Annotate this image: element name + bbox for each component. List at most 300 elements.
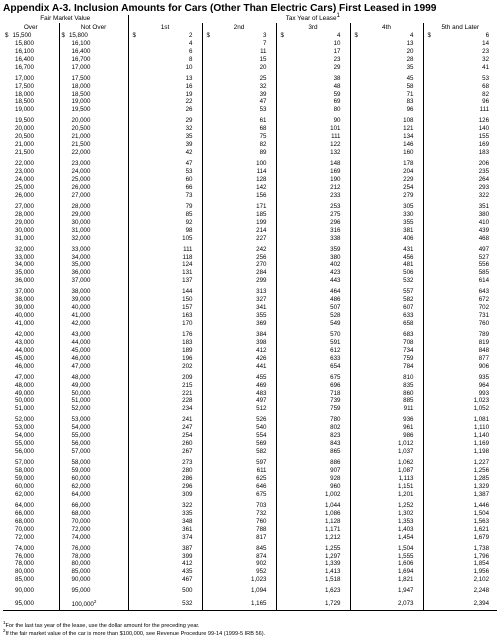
cell-year-2 (202, 475, 276, 483)
cell-value: 256 (256, 253, 267, 261)
cell-year-4 (350, 499, 423, 510)
cell-year-1 (128, 141, 202, 149)
cell-over (3, 277, 59, 285)
cell-year-1 (128, 518, 202, 526)
cell-value: 1,255 (325, 544, 341, 552)
cell-value: 28,000 (71, 202, 91, 210)
cell-value: 26,000 (15, 191, 34, 199)
cell-year-2 (202, 584, 276, 595)
cell-value: 902 (256, 560, 267, 568)
cell-year-5 (423, 157, 497, 168)
cell-year-5 (423, 584, 497, 595)
cell-over (3, 499, 59, 510)
table-row (3, 595, 497, 610)
cell-value: 48,000 (15, 381, 34, 389)
cell-value: 111 (183, 245, 193, 253)
table-row (3, 285, 497, 296)
cell-value: 843 (330, 440, 341, 448)
cell-value: 42 (185, 149, 193, 157)
cell-not-over (59, 382, 128, 390)
cell-value: 122 (330, 141, 341, 149)
cell-year-4 (350, 157, 423, 168)
cell-value: 1,113 (398, 475, 414, 482)
currency-symbol: $ (427, 32, 431, 39)
cell-over (3, 149, 59, 157)
cell-year-1 (128, 157, 202, 168)
table-row (3, 491, 497, 499)
table-row (3, 510, 497, 518)
cell-value: 121 (403, 125, 414, 133)
cell-year-2 (202, 242, 276, 253)
cell-value: 78,000 (71, 552, 91, 560)
cell-year-1 (128, 176, 202, 184)
cell-value: 32 (482, 55, 490, 63)
cell-value: 928 (330, 475, 341, 482)
cell-year-2 (202, 576, 276, 584)
cell-value: 1,256 (473, 467, 490, 475)
cell-value: 683 (403, 331, 414, 339)
cell-value: 58,000 (15, 467, 34, 475)
cell-value: 47 (259, 98, 267, 106)
cell-value: 70,000 (15, 525, 34, 533)
cell-value: 10 (333, 39, 341, 47)
cell-value: 1,947 (398, 587, 414, 595)
cell-year-4 (350, 149, 423, 157)
cell-value: 114 (256, 168, 267, 176)
cell-year-2 (202, 296, 276, 304)
cell-over (3, 235, 59, 243)
cell-value: 2,394 (473, 599, 490, 607)
cell-value: 41,000 (15, 319, 34, 327)
table-row (3, 64, 497, 72)
cell-value: 1,212 (325, 533, 341, 541)
cell-value: 41 (482, 63, 490, 71)
cell-value: 1,023 (473, 397, 490, 405)
cell-value: 327 (256, 296, 267, 304)
cell-year-3 (276, 440, 350, 448)
cell-value: 146 (403, 141, 414, 149)
cell-value: 80 (333, 106, 341, 114)
cell-value: 68,000 (15, 517, 34, 525)
cell-value: 62,000 (15, 490, 34, 498)
cell-year-3 (276, 304, 350, 312)
cell-year-5 (423, 56, 497, 64)
cell-year-5 (423, 83, 497, 91)
cell-year-2 (202, 254, 276, 262)
cell-value: 23 (482, 47, 490, 55)
cell-year-2 (202, 285, 276, 296)
cell-value: 60 (185, 175, 193, 183)
cell-value: 1,252 (398, 501, 414, 509)
cell-value: 35,000 (71, 261, 91, 269)
cell-value: 802 (330, 424, 341, 432)
cell-year-3 (276, 413, 350, 424)
cell-year-1 (128, 125, 202, 133)
cell-year-1 (128, 363, 202, 371)
cell-value: 412 (256, 346, 267, 354)
cell-not-over (59, 491, 128, 499)
cell-year-1 (128, 526, 202, 534)
cell-over (3, 339, 59, 347)
cell-over (3, 296, 59, 304)
table-row (3, 371, 497, 382)
cell-value: 646 (256, 482, 267, 490)
table-row (3, 456, 497, 467)
cell-year-2 (202, 56, 276, 64)
cell-year-3 (276, 456, 350, 467)
cell-value: 39,000 (15, 304, 34, 312)
cell-year-1 (128, 83, 202, 91)
cell-not-over (59, 125, 128, 133)
cell-year-2 (202, 328, 276, 339)
cell-value: 53 (482, 74, 490, 82)
cell-value: 189 (182, 346, 193, 354)
cell-value: 95,000 (15, 599, 34, 607)
cell-year-2 (202, 40, 276, 48)
cell-value: 70,000 (71, 517, 91, 525)
cell-value: 322 (478, 191, 490, 199)
cell-over (3, 510, 59, 518)
cell-not-over (59, 269, 128, 277)
cell-value: 60,000 (15, 482, 34, 490)
cell-year-2 (202, 541, 276, 552)
cell-value: 111 (331, 133, 341, 141)
cell-year-2 (202, 510, 276, 518)
cell-year-4 (350, 168, 423, 176)
cell-year-4 (350, 595, 423, 610)
table-row (3, 56, 497, 64)
cell-value: 1,171 (325, 525, 341, 533)
cell-not-over (59, 114, 128, 125)
cell-year-2 (202, 48, 276, 56)
table-row (3, 125, 497, 133)
cell-value: 163 (182, 312, 193, 320)
cell-value: 71 (406, 90, 414, 98)
table-row (3, 72, 497, 83)
cell-year-3 (276, 518, 350, 526)
cell-value: 696 (330, 381, 341, 389)
cell-over (3, 56, 59, 64)
cell-value: 59 (333, 90, 341, 98)
table-row (3, 328, 497, 339)
cell-year-4 (350, 483, 423, 491)
cell-value: 279 (403, 191, 414, 199)
cell-value: 760 (256, 517, 267, 525)
cell-over (3, 355, 59, 363)
cell-year-2 (202, 339, 276, 347)
cell-over (3, 475, 59, 483)
table-row (3, 261, 497, 269)
cell-year-1 (128, 277, 202, 285)
cell-year-5 (423, 254, 497, 262)
cell-value: 45 (406, 74, 414, 82)
cell-year-3 (276, 149, 350, 157)
cell-year-3 (276, 432, 350, 440)
cell-value: 299 (256, 277, 267, 285)
cell-year-3 (276, 48, 350, 56)
currency-symbol: $ (206, 32, 210, 39)
cell-year-3 (276, 72, 350, 83)
cell-value: 497 (256, 397, 267, 405)
cell-value: 64,000 (71, 490, 91, 498)
cell-value: 37,000 (15, 288, 34, 296)
cell-year-2 (202, 371, 276, 382)
cell-value: 260 (182, 440, 193, 448)
cell-year-1 (128, 48, 202, 56)
cell-value: 486 (330, 296, 341, 304)
cell-value: 1,012 (398, 440, 414, 448)
cell-value: 500 (182, 587, 193, 595)
cell-year-5 (423, 40, 497, 48)
cell-year-5 (423, 432, 497, 440)
table-row (3, 397, 497, 405)
cell-year-3 (276, 192, 350, 200)
cell-year-1 (128, 235, 202, 243)
cell-year-5 (423, 355, 497, 363)
cell-value: 16,700 (15, 63, 34, 71)
cell-value: 398 (256, 338, 267, 346)
cell-value: 40,000 (15, 312, 34, 320)
cell-value: 585 (478, 269, 490, 277)
cell-value: 1,403 (398, 525, 414, 533)
cell-over (3, 553, 59, 561)
cell-year-2 (202, 483, 276, 491)
cell-not-over (59, 390, 128, 398)
cell-year-3 (276, 534, 350, 542)
cell-not-over (59, 157, 128, 168)
cell-value: 61 (259, 117, 267, 125)
cell-over (3, 328, 59, 339)
cell-year-5 (423, 125, 497, 133)
cell-year-2 (202, 355, 276, 363)
cell-over (3, 390, 59, 398)
cell-value: 233 (330, 191, 341, 199)
cell-value: 540 (256, 424, 267, 432)
cell-over (3, 254, 59, 262)
cell-value: 20,500 (15, 133, 34, 141)
cell-year-3 (276, 211, 350, 219)
cell-year-3 (276, 390, 350, 398)
cell-year-3 (276, 219, 350, 227)
currency-symbol: $ (280, 32, 284, 39)
cell-year-2 (202, 211, 276, 219)
cell-year-1 (128, 285, 202, 296)
cell-year-1 (128, 312, 202, 320)
cell-value: 633 (403, 312, 414, 320)
cell-value: 178 (403, 160, 414, 168)
cell-not-over (59, 518, 128, 526)
cell-value: 30,000 (71, 218, 91, 226)
cell-value: 35 (185, 133, 193, 141)
cell-year-4 (350, 64, 423, 72)
cell-value: 1,140 (473, 432, 490, 440)
cell-value: 330 (403, 210, 414, 218)
cell-year-2 (202, 72, 276, 83)
table-row (3, 168, 497, 176)
cell-value: 643 (478, 288, 490, 296)
cell-year-2 (202, 83, 276, 91)
cell-over (3, 483, 59, 491)
cell-year-5 (423, 48, 497, 56)
cell-value: 739 (330, 397, 341, 405)
cell-year-5 (423, 491, 497, 499)
cell-value: 229 (403, 175, 414, 183)
cell-value: 60,000 (71, 475, 91, 482)
cell-value: 532 (182, 599, 193, 607)
cell-year-1 (128, 413, 202, 424)
cell-value: 527 (478, 253, 490, 261)
cell-not-over (59, 227, 128, 235)
cell-value: 731 (478, 312, 490, 320)
cell-year-3 (276, 200, 350, 211)
cell-value: 286 (182, 475, 193, 482)
cell-value: 57,000 (71, 448, 91, 456)
cell-value: 506 (403, 269, 414, 277)
cell-value: 64,000 (15, 501, 34, 509)
cell-year-2 (202, 304, 276, 312)
cell-over (3, 491, 59, 499)
cell-year-3 (276, 339, 350, 347)
cell-value: 569 (256, 440, 267, 448)
cell-value: 1,227 (473, 459, 490, 467)
cell-year-2 (202, 261, 276, 269)
cell-value: 25,000 (15, 183, 34, 191)
cell-not-over (59, 133, 128, 141)
cell-year-1 (128, 448, 202, 456)
cell-year-3 (276, 261, 350, 269)
cell-value: 718 (330, 389, 341, 397)
cell-year-4 (350, 56, 423, 64)
cell-year-5 (423, 347, 497, 355)
cell-value: 293 (478, 183, 490, 191)
cell-year-3 (276, 526, 350, 534)
table-row (3, 200, 497, 211)
cell-value: 101 (330, 125, 341, 133)
cell-not-over (59, 576, 128, 584)
cell-not-over (59, 254, 128, 262)
cell-value: 1,094 (251, 587, 267, 595)
table-row (3, 560, 497, 568)
cell-year-3 (276, 176, 350, 184)
cell-value: 44,000 (15, 346, 34, 354)
cell-over (3, 184, 59, 192)
cell-value: 19,000 (71, 98, 91, 106)
cell-year-3 (276, 141, 350, 149)
cell-year-4 (350, 432, 423, 440)
cell-year-1 (128, 560, 202, 568)
cell-value: 227 (256, 234, 267, 242)
cell-over (3, 64, 59, 72)
cell-value: 1,052 (473, 405, 490, 413)
cell-value: 936 (403, 416, 414, 424)
cell-year-4 (350, 242, 423, 253)
cell-not-over (59, 541, 128, 552)
cell-value: 49,000 (71, 381, 91, 389)
cell-year-2 (202, 518, 276, 526)
cell-year-1 (128, 200, 202, 211)
cell-year-3 (276, 254, 350, 262)
cell-value: 439 (478, 226, 490, 234)
cell-not-over (59, 371, 128, 382)
cell-value: 20 (259, 63, 267, 71)
cell-value: 1,353 (398, 517, 414, 525)
table-row (3, 534, 497, 542)
cell-value: 89 (259, 149, 267, 157)
cell-over (3, 518, 59, 526)
cell-value: 50,000 (71, 389, 91, 397)
cell-value: 348 (182, 517, 193, 525)
cell-value: 47,000 (71, 362, 91, 370)
cell-value: 42,000 (15, 331, 34, 339)
cell-value: 335 (182, 509, 193, 517)
cell-value: 612 (330, 346, 341, 354)
cell-value: 2,248 (473, 587, 490, 595)
cell-year-3 (276, 405, 350, 413)
cell-year-3 (276, 475, 350, 483)
cell-over (3, 192, 59, 200)
cell-year-5 (423, 413, 497, 424)
cell-value: 53,000 (15, 424, 34, 432)
cell-year-4 (350, 413, 423, 424)
cell-value: 54,000 (15, 432, 34, 440)
cell-not-over (59, 483, 128, 491)
cell-value: 22 (185, 98, 193, 106)
cell-year-1 (128, 483, 202, 491)
cell-not-over (59, 560, 128, 568)
cell-value: 30,000 (15, 226, 34, 234)
table-row (3, 141, 497, 149)
cell-year-1 (128, 91, 202, 99)
column-header-year1: 1st (128, 23, 202, 32)
cell-value: 1,796 (473, 552, 490, 560)
cell-value: 47 (185, 160, 193, 168)
cell-year-2 (202, 98, 276, 106)
cell-value: 270 (256, 261, 267, 269)
table-row (3, 483, 497, 491)
cell-value: 36,000 (71, 269, 91, 277)
cell-value: 43,000 (71, 331, 91, 339)
cell-year-1 (128, 405, 202, 413)
table-row (3, 440, 497, 448)
cell-not-over (59, 312, 128, 320)
cell-not-over (59, 595, 128, 610)
cell-value: 59,000 (71, 467, 91, 475)
cell-over (3, 448, 59, 456)
cell-year-5 (423, 168, 497, 176)
cell-value: 1,110 (474, 424, 490, 432)
cell-year-5 (423, 541, 497, 552)
cell-value: 169 (478, 141, 490, 149)
cell-year-4 (350, 568, 423, 576)
cell-year-1 (128, 553, 202, 561)
cell-year-3 (276, 168, 350, 176)
cell-value: 140 (478, 125, 490, 133)
cell-over (3, 176, 59, 184)
cell-over (3, 371, 59, 382)
cell-value: 134 (403, 133, 414, 141)
cell-value: 374 (182, 533, 193, 541)
cell-over (3, 125, 59, 133)
cell-value: 607 (403, 304, 414, 312)
cell-year-4 (350, 98, 423, 106)
cell-value: 235 (478, 168, 490, 176)
cell-year-5 (423, 312, 497, 320)
cell-year-1 (128, 149, 202, 157)
cell-year-3 (276, 32, 350, 40)
table-row (3, 296, 497, 304)
cell-value: 275 (330, 210, 341, 218)
cell-year-1 (128, 184, 202, 192)
